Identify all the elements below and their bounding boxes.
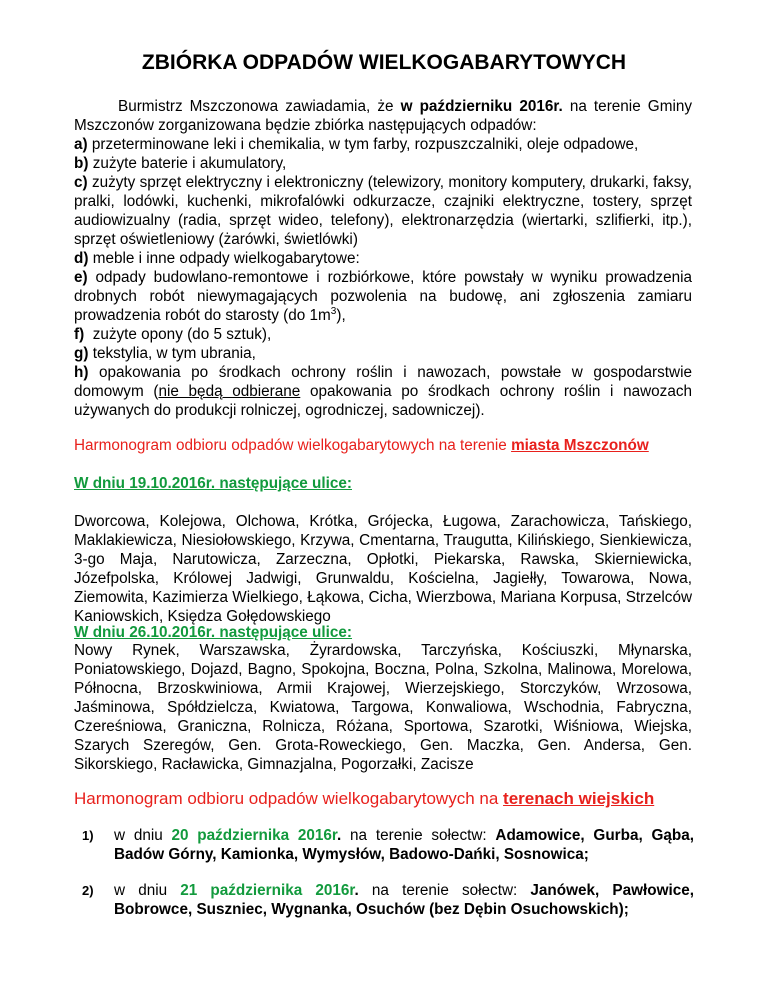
item-text: zużyte opony (do 5 sztuk), (84, 326, 272, 343)
item-text: zużyty sprzęt elektryczny i elektroniczny (telewizory, monitory komputery, drukarki, faksy, pralki, lodówki, kuchenki, mikrofalówki odkurzacze, czajniki elektryczne, tostery, sprzęt audiowizualny (radia, sprzęt wideo, telefony), elektronarzędzia (wiertarki, szlifierki, itp.), sprzęt oświetleniowy (żarówki, świetlówki) (74, 174, 692, 248)
rural-heading-bold: terenach wiejskich (503, 789, 655, 808)
document-title: ZBIÓRKA ODPADÓW WIELKOGABARYTOWYCH (141, 51, 627, 74)
item-text: zużyte baterie i akumulatory, (88, 155, 287, 172)
rural-list (74, 826, 694, 919)
superscript: 3 (330, 305, 337, 317)
item-label: c) (74, 174, 88, 191)
entry-date: 20 października 2016r (171, 827, 338, 844)
underlined-text: nie będą odbierane (158, 383, 301, 400)
list-item-h (74, 363, 692, 420)
intro-section (74, 97, 692, 420)
list-item-f (74, 325, 692, 344)
town-heading-bold: miasta Mszczonów (511, 437, 649, 454)
entry-pre: w dniu (114, 882, 181, 899)
item-label: e) (74, 269, 88, 286)
entry-number: 2) (82, 883, 94, 898)
list-item-g (74, 344, 692, 363)
entry-villages: Janówek, Pawłowice, Bobrowce, Suszniec, Wygnanka, Osuchów (bez Dębin Osuchowskich); (114, 882, 695, 918)
list-item-d (74, 249, 692, 268)
list-item-c (74, 173, 692, 249)
item-text: opakowania po środkach ochrony roślin i nawozach, powstałe w gospodarstwie domowym ( (74, 364, 692, 400)
entry-date: 21 października 2016r (180, 882, 355, 899)
intro-date: w październiku 2016r. (400, 98, 563, 115)
item-text: meble i inne odpady wielkogabarytowe: (88, 250, 360, 267)
item-label: g) (74, 345, 89, 362)
item-text-end: opakowania po środkach ochrony roślin i nawozach używanych do produkcji rolniczej, ogrodniczej, sadowniczej). (74, 383, 692, 419)
intro-text-2: na terenie Gminy Mszczonów zorganizowana będzie zbiórka następujących odpadów: (74, 98, 692, 134)
list-item-a (74, 135, 692, 154)
item-text: odpady budowlano-remontowe i rozbiórkowe, które powstały w wyniku prowadzenia drobnych robót niewymagających pozwolenia na budowę, ani zgłoszenia zamiaru prowadzenia robót do starosty (do 1m (74, 269, 692, 324)
list-item-b (74, 154, 692, 173)
item-label: a) (74, 136, 88, 153)
item-text: przeterminowane leki i chemikalia, w tym farby, rozpuszczalniki, oleje odpadowe, (87, 136, 639, 153)
item-label: d) (74, 250, 89, 267)
item-text: tekstylia, w tym ubrania, (88, 345, 256, 362)
item-label: f) (74, 326, 85, 343)
rural-entry-2 (74, 881, 694, 919)
list-item-e (74, 268, 692, 325)
entry-text: w dniu 21 października 2016r. na terenie sołectw: Janówek, Pawłowice, Bobrowce, Suszniec, Wygnanka, Osuchów (bez Dębin Osuchowskich); (114, 882, 695, 918)
rural-entry-1 (74, 826, 694, 864)
item-label: h) (74, 364, 89, 381)
entry-text: w dniu 20 października 2016r. na terenie sołectw: Adamowice, Gurba, Gąba, Badów Górny, Kamionka, Wymysłów, Badowo-Dańki, Sosnowica; (114, 827, 695, 863)
rural-schedule-heading (74, 788, 692, 809)
item-label: b) (74, 155, 89, 172)
entry-pre: w dniu (114, 827, 172, 844)
entry-number: 1) (82, 828, 94, 843)
town-heading-text: Harmonogram odbioru odpadów wielkogabarytowych na terenie (74, 437, 512, 454)
day1-heading: W dniu 19.10.2016r. następujące ulice: (74, 475, 353, 492)
intro-text: Burmistrz Mszczonowa zawiadamia, że (118, 98, 401, 115)
day2-streets: Nowy Rynek, Warszawska, Żyrardowska, Tarczyńska, Kościuszki, Młynarska, Poniatowskiego, Dojazd, Bagno, Spokojna, Boczna, Polna, Szkolna, Malinowa, Morelowa, Północna, Brzoskwiniowa, Armii Krajowej, Wierzejskiego, Storczyków, Wrzosowa, Jaśminowa, Spółdzielcza, Kwiatowa, Targowa, Konwaliowa, Wschodnia, Fabryczna, Czereśniowa, Graniczna, Rolnicza, Różana, Sportowa, Szarotki, Wiśniowa, Wiejska, Szarych Szeregów, Gen. Grota-Roweckiego, Gen. Maczka, Gen. Andersa, Gen. Sikorskiego, Racławicka, Gimnazjalna, Pogorzałki, Zacisze (74, 642, 692, 773)
day2-heading: W dniu 26.10.2016r. następujące ulice: (74, 624, 353, 641)
item-text-end: ), (336, 307, 346, 324)
rural-heading-text: Harmonogram odbioru odpadów wielkogabarytowych na (74, 789, 504, 808)
day1-streets: Dworcowa, Kolejowa, Olchowa, Krótka, Grójecka, Ługowa, Zarachowicza, Tańskiego, Maklakiewicza, Niesiołowskiego, Krzywa, Cmentarna, Traugutta, Kilińskiego, Sienkiewicza, 3-go Maja, Narutowicza, Zarzeczna, Opłotki, Piekarska, Rawska, Skierniewicka, Józefpolska, Królowej Jadwigi, Grunwaldu, Kościelna, Jagiełły, Towarowa, Nowa, Ziemowita, Kazimierza Wielkiego, Łąkowa, Cicha, Wierzbowa, Mariana Korpusa, Strzelców Kaniowskich, Księdza Gołędowskiego (74, 513, 692, 625)
town-schedule-heading (74, 436, 692, 455)
entry-villages: Adamowice, Gurba, Gąba, Badów Górny, Kamionka, Wymysłów, Badowo-Dańki, Sosnowica; (114, 827, 695, 863)
intro-paragraph (74, 97, 692, 135)
